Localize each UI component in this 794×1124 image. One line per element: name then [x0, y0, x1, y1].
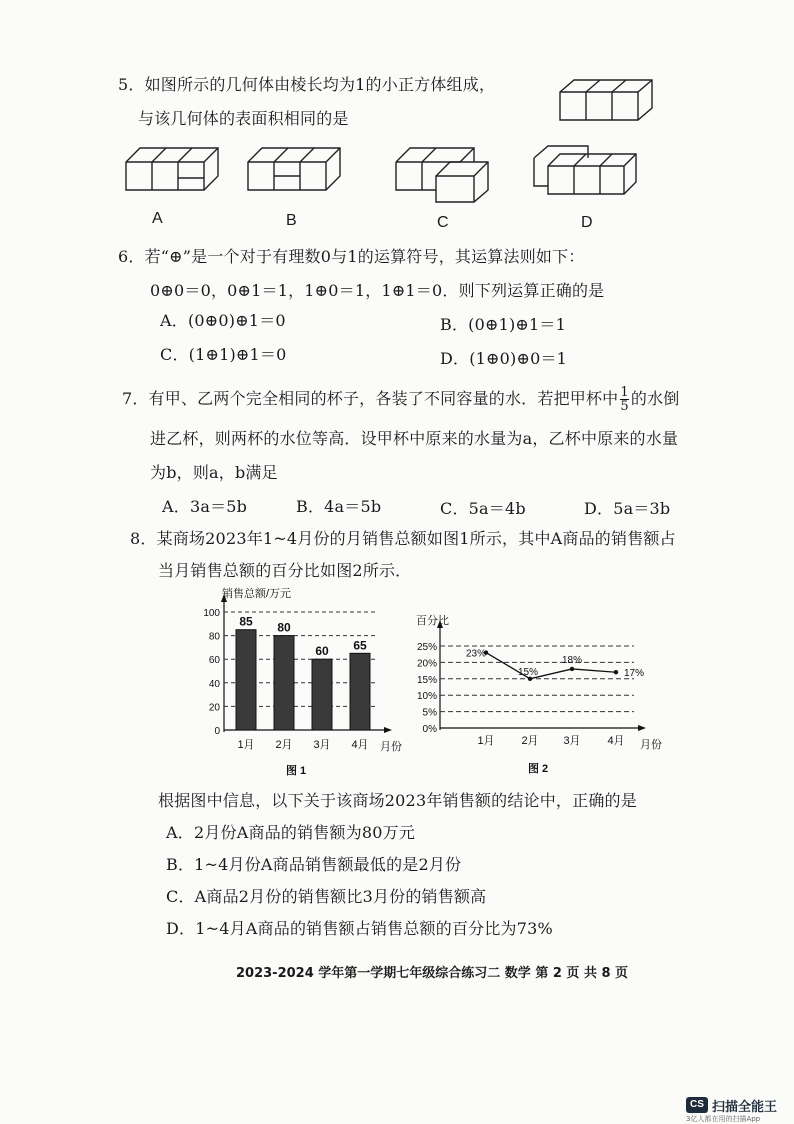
q7-line1-post: 的水倒 [630, 389, 680, 408]
q8-option-b: B．1~4月份A商品销售额最低的是2月份 [166, 855, 462, 874]
q6-option-a: A．(0⊕0)⊕1＝0 [160, 311, 286, 330]
fig1-xtick-label: 2月 [275, 739, 293, 751]
fig1-x-axis-arrow [384, 727, 392, 733]
page-footer: 2023-2024 学年第一学期七年级综合练习二 数学 第 2 页 共 8 页 [236, 966, 629, 981]
q5-option-c-label: C [437, 214, 449, 231]
q7-option-c: C．5a＝4b [440, 499, 526, 518]
q8-option-d: D．1~4月A商品的销售额占销售总额的百分比为73% [166, 919, 553, 938]
fig2-value-label: 17% [623, 668, 645, 680]
fig2-value-label: 15% [517, 666, 539, 678]
q7-fraction-numerator: 1 [620, 385, 629, 400]
fig1-bar [312, 659, 332, 730]
q6-option-b: B．(0⊕1)⊕1＝1 [440, 315, 566, 334]
q5-option-b-label: B [286, 212, 297, 229]
watermark-name: 扫描全能王 [712, 1100, 778, 1115]
fig1-bar [236, 630, 256, 730]
q6-line2: 0⊕0＝0，0⊕1＝1，1⊕0＝1，1⊕1＝0．则下列运算正确的是 [150, 281, 605, 300]
fig1-bar-value-label: 80 [277, 620, 291, 635]
q8-question: 根据图中信息，以下关于该商场2023年销售额的结论中，正确的是 [158, 791, 637, 810]
q7-line1-pre: 7．有甲、乙两个完全相同的杯子，各装了不同容量的水．若把甲杯中 [122, 389, 619, 408]
q7-option-a: A．3a＝5b [162, 497, 248, 516]
fig2-ytick-label: 0% [422, 724, 437, 735]
fig2-ytick-label: 5% [422, 707, 437, 719]
fig1-ytick-label: 0 [214, 726, 220, 737]
fig1-xtick-label: 4月 [351, 739, 369, 751]
fig2-value-label: 18% [561, 654, 583, 666]
fig2-xlabel: 月份 [640, 739, 662, 751]
fig1-bar-value-label: 65 [353, 638, 367, 653]
fig2-point [570, 667, 574, 671]
fig1-ytick-label: 60 [208, 655, 220, 667]
fig1-title: 图 1 [286, 765, 307, 776]
q7-line3: 为b，则a，b满足 [150, 463, 278, 482]
watermark-tagline: 3亿人都在用的扫描App [686, 1115, 761, 1123]
q5-option-b-solid [242, 138, 347, 198]
fig2-x-axis-arrow [638, 725, 646, 731]
camscanner-logo-icon: CS [686, 1097, 708, 1113]
fig2-xtick-label: 3月 [563, 735, 581, 747]
q5-line2: 与该几何体的表面积相同的是 [138, 109, 349, 128]
fig1-ytick-label: 80 [208, 631, 220, 643]
q8-option-c: C．A商品2月份的销售额比3月份的销售额高 [166, 887, 487, 906]
fig2-ytick-label: 15% [416, 674, 437, 686]
q7-fraction [620, 386, 628, 413]
q8-line2: 当月销售总额的百分比如图2所示． [158, 561, 412, 580]
fig2-ytick-label: 20% [416, 658, 437, 670]
q7-option-d: D．5a＝3b [584, 499, 671, 518]
q7-line1 [122, 386, 679, 413]
q5-main-solid [552, 72, 662, 132]
fig1-bar [274, 636, 294, 730]
q5-option-a-label: A [152, 210, 163, 227]
q8-line1: 8．某商场2023年1~4月份的月销售总额如图1所示，其中A商品的销售额占 [130, 529, 676, 548]
q5-option-d-solid [528, 142, 640, 202]
figure-1-bar-chart [190, 586, 420, 776]
fig1-bar-value-label: 85 [239, 614, 253, 629]
q8-option-a: A．2月份A商品的销售额为80万元 [166, 823, 416, 842]
figure-2-line-chart [412, 614, 682, 774]
fig2-xtick-label: 4月 [607, 735, 625, 747]
fig1-xlabel: 月份 [380, 741, 402, 753]
q7-fraction-denominator: 5 [620, 399, 629, 414]
fig1-ytick-label: 100 [203, 608, 220, 619]
q6-option-d: D．(1⊕0)⊕0＝1 [440, 349, 568, 368]
fig1-bar [350, 653, 370, 730]
fig2-value-label: 23% [465, 648, 487, 660]
fig1-ytick-label: 40 [208, 678, 220, 690]
q6-option-c: C．(1⊕1)⊕1＝0 [160, 345, 287, 364]
fig2-ylabel: 百分比 [416, 615, 449, 627]
q6-line1: 6．若“⊕”是一个对于有理数0与1的运算符号，其运算法则如下： [118, 247, 585, 266]
q5-line1: 5．如图所示的几何体由棱长均为1的小正方体组成， [118, 75, 496, 94]
fig1-bar-value-label: 60 [315, 644, 329, 659]
q7-line2: 进乙杯，则两杯的水位等高．设甲杯中原来的水量为a，乙杯中原来的水量 [150, 429, 679, 448]
q5-option-d-label: D [581, 214, 593, 231]
fig1-ytick-label: 20 [208, 702, 220, 714]
fig2-series-line [486, 653, 616, 679]
fig2-ytick-label: 25% [416, 642, 437, 653]
fig2-title: 图 2 [528, 763, 549, 774]
fig2-ytick-label: 10% [416, 691, 437, 703]
q5-option-a-solid [120, 138, 225, 198]
fig2-xtick-label: 1月 [477, 735, 495, 747]
fig1-xtick-label: 3月 [313, 739, 331, 751]
fig1-ylabel: 销售总额/万元 [222, 588, 292, 600]
fig2-point [614, 670, 618, 674]
q5-option-c-solid [390, 138, 500, 206]
fig2-xtick-label: 2月 [521, 735, 539, 747]
fig1-xtick-label: 1月 [237, 739, 255, 751]
q7-option-b: B．4a＝5b [296, 497, 382, 516]
